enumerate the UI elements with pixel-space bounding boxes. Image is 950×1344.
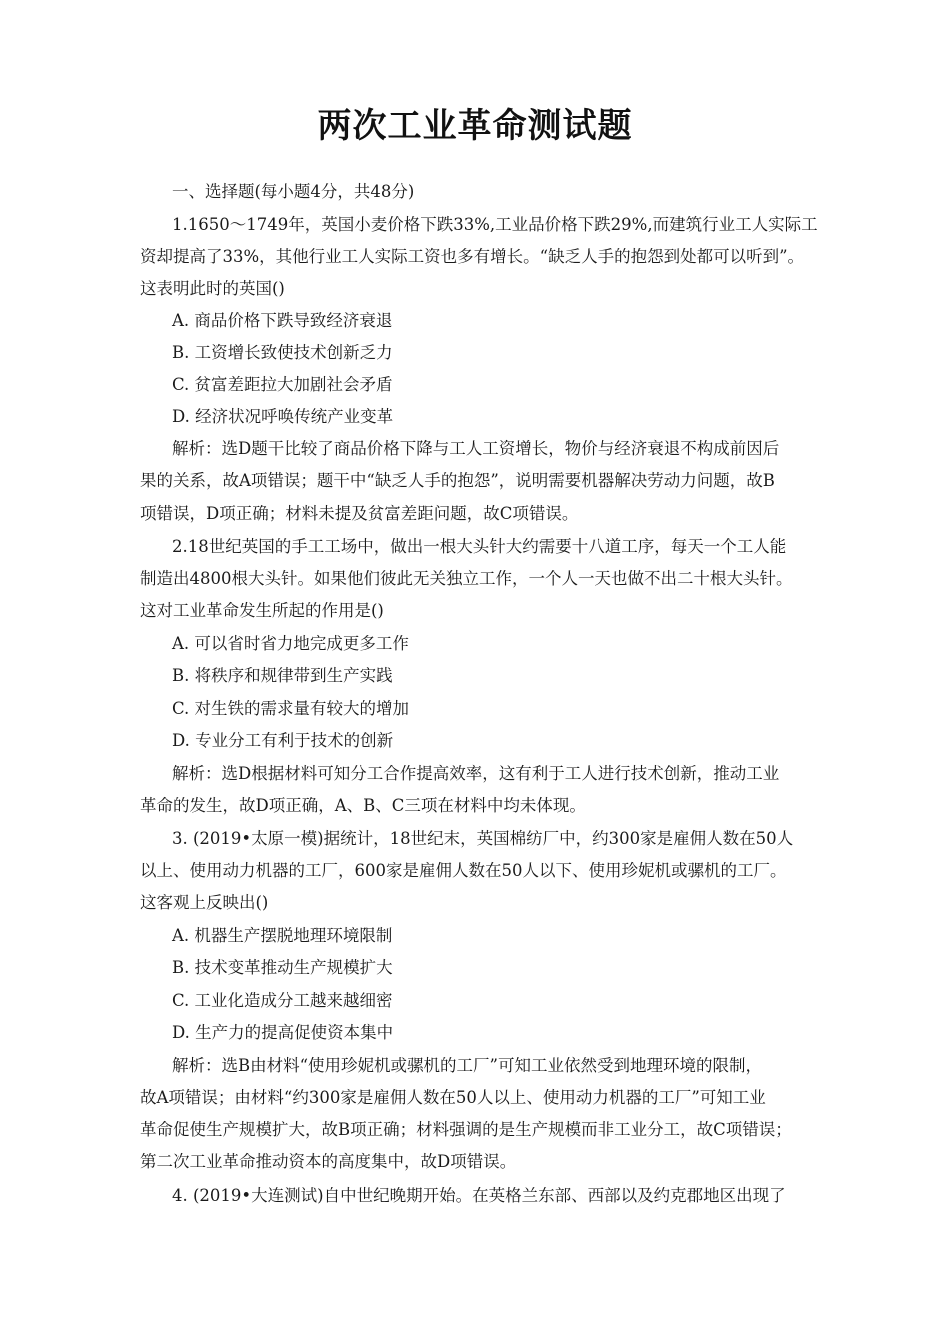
question-2-analysis-line-1: 解析：选D根据材料可知分工合作提高效率，这有利于工人进行技术创新，推动工业 xyxy=(172,764,780,783)
question-1-analysis-line-1: 解析：选D题干比较了商品价格下降与工人工资增长，物价与经济衰退不构成前因后 xyxy=(172,439,780,458)
question-3-option-d: D. 生产力的提高促使资本集中 xyxy=(172,1023,394,1042)
question-2-analysis-line-2: 革命的发生，故D项正确，A、B、C三项在材料中均未体现。 xyxy=(140,796,586,815)
section-heading: 一、选择题(每小题4分，共48分) xyxy=(172,182,415,201)
question-3-analysis-line-2: 故A项错误；由材料“约300家是雇佣人数在50人以上、使用动力机器的工厂”可知工业 xyxy=(140,1088,766,1107)
question-2-option-c: C. 对生铁的需求量有较大的增加 xyxy=(172,699,410,718)
question-3-analysis-line-4: 第二次工业革命推动资本的高度集中，故D项错误。 xyxy=(140,1152,517,1171)
question-3-analysis-line-3: 革命促使生产规模扩大，故B项正确；材料强调的是生产规模而非工业分工，故C项错误； xyxy=(140,1120,792,1139)
question-1-option-d: D. 经济状况呼唤传统产业变革 xyxy=(172,407,394,426)
question-3-stem-line-3: 这客观上反映出() xyxy=(140,893,269,912)
question-4-stem-line-1: 4. (2019•大连测试)自中世纪晚期开始。在英格兰东部、西部以及约克郡地区出现了 xyxy=(172,1186,786,1205)
question-3-analysis-line-1: 解析：选B由材料“使用珍妮机或骡机的工厂”可知工业依然受到地理环境的限制， xyxy=(172,1056,762,1075)
question-2-stem-line-3: 这对工业革命发生所起的作用是() xyxy=(140,601,384,620)
question-1-stem-line-2: 资却提高了33%，其他行业工人实际工资也多有增长。“缺乏人手的抱怨到处都可以听到”。 xyxy=(140,247,805,266)
question-3-option-a: A. 机器生产摆脱地理环境限制 xyxy=(172,926,393,945)
question-2-stem-line-1: 2.18世纪英国的手工工场中，做出一根大头针大约需要十八道工序，每天一个工人能 xyxy=(172,537,787,556)
question-3-option-b: B. 技术变革推动生产规模扩大 xyxy=(172,958,393,977)
question-3-stem-line-2: 以上、使用动力机器的工厂，600家是雇佣人数在50人以下、使用珍妮机或骡机的工厂。 xyxy=(140,861,787,880)
page-title: 两次工业革命测试题 xyxy=(317,106,633,146)
question-2-option-a: A. 可以省时省力地完成更多工作 xyxy=(172,634,409,653)
question-1-analysis-line-2: 果的关系，故A项错误；题干中“缺乏人手的抱怨”，说明需要机器解决劳动力问题，故B xyxy=(140,471,775,490)
question-3-option-c: C. 工业化造成分工越来越细密 xyxy=(172,991,393,1010)
question-3-stem-line-1: 3. (2019•太原一模)据统计，18世纪末，英国棉纺厂中，约300家是雇佣人数在50人 xyxy=(172,829,794,848)
question-2-stem-line-2: 制造出4800根大头针。如果他们彼此无关独立工作，一个人一天也做不出二十根大头针。 xyxy=(140,569,793,588)
question-1-stem-line-1: 1.1650～1749年，英国小麦价格下跌33%,工业品价格下跌29%,而建筑行业工人实际工 xyxy=(172,215,818,234)
question-1-analysis-line-3: 项错误，D项正确；材料未提及贫富差距问题，故C项错误。 xyxy=(140,504,579,523)
question-2-option-d: D. 专业分工有利于技术的创新 xyxy=(172,731,394,750)
question-1-option-c: C. 贫富差距拉大加剧社会矛盾 xyxy=(172,375,393,394)
question-1-stem-line-3: 这表明此时的英国() xyxy=(140,279,285,298)
question-2-option-b: B. 将秩序和规律带到生产实践 xyxy=(172,666,393,685)
question-1-option-a: A. 商品价格下跌导致经济衰退 xyxy=(172,311,393,330)
question-1-option-b: B. 工资增长致使技术创新乏力 xyxy=(172,343,393,362)
